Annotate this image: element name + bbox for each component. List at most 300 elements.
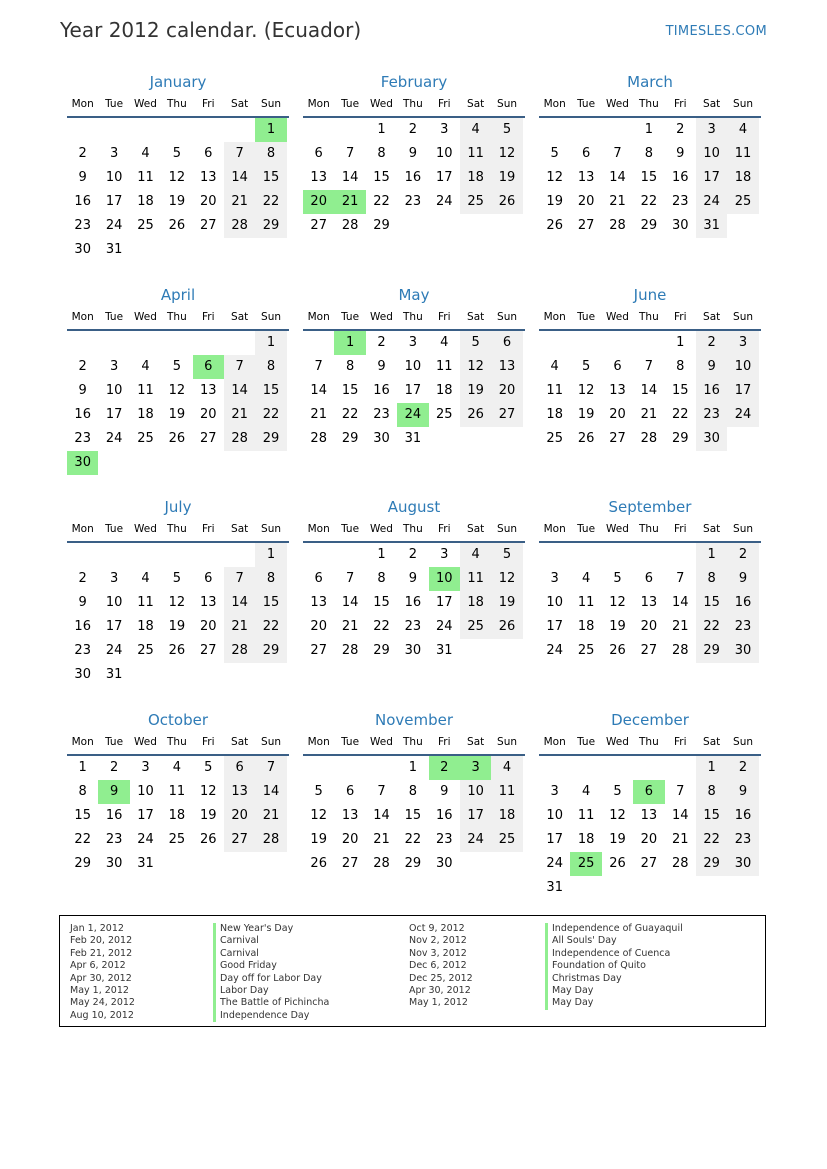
day: 11 (435, 359, 453, 374)
weekday-label: Thu (403, 98, 423, 110)
weekend-day: 9 (727, 567, 758, 591)
weekday-label: Fri (438, 311, 451, 323)
weekend-day: 24 (727, 403, 758, 427)
weekday-label: Fri (202, 98, 215, 110)
day: 7 (345, 146, 355, 161)
day: 30 (74, 667, 91, 682)
site-link[interactable]: TIMESLES.COM (665, 24, 767, 39)
holiday-day: 2 (429, 756, 460, 780)
day: 21 (640, 407, 658, 422)
empty-day (460, 852, 491, 876)
weekend-day: 8 (255, 355, 286, 379)
day: 3 (440, 547, 449, 562)
weekend-day: 28 (224, 214, 255, 238)
empty-day (334, 756, 365, 780)
holiday-day: 21 (334, 190, 365, 214)
weekend-day: 9 (727, 780, 758, 804)
month-name: August (387, 498, 441, 516)
holiday-day: 20 (303, 190, 334, 214)
weekend-day: 11 (460, 142, 491, 166)
weekend-day: 22 (255, 403, 286, 427)
empty-day (303, 756, 334, 780)
weekend-day: 8 (696, 780, 727, 804)
day: 5 (204, 760, 213, 775)
day: 10 (435, 146, 453, 161)
weekday-label: Sun (497, 98, 518, 110)
day: 17 (546, 832, 563, 847)
day: 12 (199, 784, 217, 799)
weekend-day: 4 (460, 118, 491, 142)
day: 28 (310, 431, 327, 446)
day: 11 (137, 383, 154, 398)
weekday-label: Fri (438, 98, 451, 110)
weekday-label: Sun (733, 311, 754, 323)
empty-day (665, 876, 696, 900)
weekday-label: Wed (134, 98, 157, 110)
empty-day (570, 543, 601, 567)
day: 28 (341, 643, 359, 658)
day: 16 (404, 170, 422, 185)
day: 16 (404, 595, 422, 610)
day: 6 (644, 571, 653, 586)
day: 31 (435, 643, 453, 658)
day: 25 (577, 643, 595, 658)
day: 26 (310, 856, 327, 871)
day: 22 (640, 194, 658, 209)
week-row (67, 238, 289, 262)
weekday-header (303, 731, 525, 756)
day: 15 (74, 808, 91, 823)
day: 28 (341, 218, 359, 233)
empty-day (460, 214, 491, 238)
weekday-label: Sat (467, 98, 485, 110)
day: 24 (137, 832, 154, 847)
weekend-day: 12 (460, 355, 491, 379)
day: 16 (105, 808, 123, 823)
empty-day (130, 663, 161, 687)
day: 20 (609, 407, 626, 422)
empty-day (224, 543, 255, 567)
day: 27 (199, 218, 217, 233)
day: 7 (676, 784, 685, 799)
day: 11 (577, 808, 595, 823)
month-name: July (164, 498, 192, 516)
day: 14 (671, 595, 689, 610)
week-row (67, 615, 289, 639)
day: 16 (435, 808, 453, 823)
month-may (303, 284, 525, 451)
weekday-label: Tue (105, 311, 124, 323)
week-row (539, 780, 761, 804)
day: 25 (168, 832, 186, 847)
weekend-day: 14 (224, 591, 255, 615)
weekday-label: Mon (307, 311, 330, 323)
week-row (303, 142, 525, 166)
week-row (539, 828, 761, 852)
day: 30 (105, 856, 123, 871)
day: 18 (168, 808, 186, 823)
weekday-label: Tue (577, 98, 596, 110)
weekend-day: 1 (255, 331, 286, 355)
weekday-label: Mon (71, 98, 94, 110)
day: 27 (640, 856, 658, 871)
empty-day (130, 118, 161, 142)
weekday-label: Tue (105, 523, 124, 535)
day: 21 (373, 832, 390, 847)
weekday-label: Wed (370, 98, 393, 110)
empty-day (727, 427, 758, 451)
day: 30 (671, 218, 689, 233)
day: 23 (404, 619, 422, 634)
day: 3 (440, 122, 449, 137)
day: 13 (640, 595, 658, 610)
weekday-header (303, 306, 525, 331)
week-row (303, 214, 525, 238)
day: 14 (310, 383, 327, 398)
weekend-day: 6 (224, 756, 255, 780)
weekday-label: Sat (703, 98, 721, 110)
day: 4 (440, 335, 449, 350)
weekend-day: 17 (460, 804, 491, 828)
day: 3 (550, 784, 559, 799)
day: 15 (341, 383, 359, 398)
weekday-label: Tue (341, 736, 360, 748)
weekday-label: Fri (202, 736, 215, 748)
day: 6 (314, 146, 323, 161)
day: 13 (199, 595, 217, 610)
empty-day (161, 238, 192, 262)
weekend-day: 4 (460, 543, 491, 567)
week-row (303, 427, 525, 451)
day: 3 (550, 571, 559, 586)
day: 25 (546, 431, 563, 446)
empty-day (397, 214, 428, 238)
empty-day (161, 852, 192, 876)
empty-day (193, 118, 224, 142)
week-row (539, 379, 761, 403)
weekday-label: Sun (261, 98, 282, 110)
week-row (539, 427, 761, 451)
week-row (303, 615, 525, 639)
day: 28 (671, 643, 689, 658)
weekday-header (303, 518, 525, 543)
day: 15 (373, 595, 390, 610)
weekend-day: 27 (224, 828, 255, 852)
empty-day (602, 756, 633, 780)
day: 17 (546, 619, 563, 634)
day: 18 (546, 407, 563, 422)
week-row (67, 331, 289, 355)
weekday-label: Thu (639, 736, 659, 748)
day: 21 (341, 619, 359, 634)
week-row (67, 118, 289, 142)
weekday-label: Sat (467, 523, 485, 535)
weekday-label: Sat (231, 736, 249, 748)
weekend-day: 19 (460, 379, 491, 403)
month-name: March (627, 73, 673, 91)
day: 27 (640, 643, 658, 658)
weekend-day: 29 (255, 427, 286, 451)
day: 24 (105, 218, 123, 233)
weekend-day: 19 (491, 591, 522, 615)
weekend-day: 18 (491, 804, 522, 828)
month-name: May (398, 286, 430, 304)
week-row (67, 756, 289, 780)
week-row (67, 828, 289, 852)
day: 19 (577, 407, 595, 422)
day: 26 (577, 431, 595, 446)
weekday-label: Sun (733, 736, 754, 748)
legend-date: Apr 30, 2012 (70, 972, 132, 984)
week-row (67, 214, 289, 238)
empty-day (334, 543, 365, 567)
legend-holiday-name: May Day (545, 997, 683, 1009)
day: 12 (168, 170, 186, 185)
weekend-day: 8 (255, 567, 286, 591)
empty-day (224, 118, 255, 142)
day: 2 (676, 122, 685, 137)
day: 12 (546, 170, 563, 185)
legend-holiday-name: Labor Day (213, 985, 329, 997)
day: 17 (105, 194, 123, 209)
weekday-label: Thu (167, 523, 187, 535)
weekend-day: 6 (491, 331, 522, 355)
empty-day (161, 118, 192, 142)
weekday-label: Tue (341, 311, 360, 323)
day: 1 (676, 335, 685, 350)
weekday-label: Thu (403, 523, 423, 535)
weekday-label: Tue (105, 736, 124, 748)
legend-date: Dec 6, 2012 (409, 960, 467, 972)
weekend-day: 28 (224, 427, 255, 451)
week-row (539, 142, 761, 166)
week-row (67, 166, 289, 190)
empty-day (491, 427, 522, 451)
empty-day (67, 118, 98, 142)
day: 24 (546, 856, 563, 871)
weekend-day: 2 (727, 543, 758, 567)
week-row (67, 190, 289, 214)
day: 27 (199, 643, 217, 658)
month-january (67, 71, 289, 262)
empty-day (224, 331, 255, 355)
day: 7 (314, 359, 323, 374)
week-row (67, 379, 289, 403)
day: 13 (199, 170, 217, 185)
weekend-day: 1 (255, 543, 286, 567)
month-june (539, 284, 761, 451)
weekday-label: Sat (467, 736, 485, 748)
holiday-day: 3 (460, 756, 491, 780)
day: 15 (373, 170, 390, 185)
day: 12 (609, 595, 626, 610)
legend-holiday-name: Independence of Guayaquil (545, 923, 683, 935)
legend-holiday-name: Good Friday (213, 960, 329, 972)
day: 2 (377, 335, 386, 350)
day: 20 (199, 619, 217, 634)
week-row (539, 118, 761, 142)
empty-day (539, 756, 570, 780)
month-february (303, 71, 525, 238)
day: 4 (581, 784, 591, 799)
weekend-day: 2 (727, 756, 758, 780)
weekend-day: 10 (460, 780, 491, 804)
day: 26 (168, 643, 186, 658)
day: 4 (581, 571, 591, 586)
legend-holiday-name: The Battle of Pichincha (213, 997, 329, 1009)
day: 12 (168, 383, 186, 398)
day: 16 (671, 170, 689, 185)
day: 24 (435, 619, 453, 634)
week-row (303, 355, 525, 379)
day: 27 (199, 431, 217, 446)
day: 29 (74, 856, 91, 871)
empty-day (193, 543, 224, 567)
day: 28 (609, 218, 626, 233)
week-row (539, 543, 761, 567)
day: 13 (199, 383, 217, 398)
weekend-day: 5 (460, 331, 491, 355)
month-name: October (147, 711, 209, 729)
week-row (303, 852, 525, 876)
holiday-day: 10 (429, 567, 460, 591)
day: 7 (676, 571, 685, 586)
day: 29 (404, 856, 422, 871)
weekend-day: 14 (255, 780, 286, 804)
week-row (303, 166, 525, 190)
day: 7 (377, 784, 386, 799)
day: 23 (435, 832, 453, 847)
month-august (303, 496, 525, 663)
weekend-day: 2 (696, 331, 727, 355)
weekday-label: Thu (639, 311, 659, 323)
day: 30 (404, 643, 422, 658)
day: 10 (404, 359, 422, 374)
weekend-day: 30 (727, 639, 758, 663)
weekday-label: Mon (307, 736, 330, 748)
day: 22 (373, 194, 390, 209)
weekday-label: Mon (543, 98, 566, 110)
day: 23 (74, 431, 91, 446)
day: 24 (435, 194, 453, 209)
month-name: December (611, 711, 689, 729)
empty-day (602, 118, 633, 142)
day: 27 (341, 856, 359, 871)
weekend-day: 22 (696, 615, 727, 639)
day: 13 (577, 170, 595, 185)
weekend-day: 26 (491, 615, 522, 639)
empty-day (255, 238, 286, 262)
day: 8 (377, 571, 386, 586)
weekday-label: Thu (167, 736, 187, 748)
weekend-day: 11 (460, 567, 491, 591)
week-row (539, 355, 761, 379)
empty-day (161, 663, 192, 687)
day: 7 (345, 571, 355, 586)
weekend-day: 15 (255, 166, 286, 190)
day: 14 (341, 170, 359, 185)
empty-day (539, 118, 570, 142)
day: 26 (199, 832, 217, 847)
week-row (67, 804, 289, 828)
weekday-label: Wed (606, 311, 629, 323)
empty-day (224, 852, 255, 876)
day: 15 (671, 383, 689, 398)
day: 4 (141, 359, 150, 374)
day: 18 (577, 619, 595, 634)
day: 23 (74, 643, 91, 658)
weekend-day: 22 (696, 828, 727, 852)
weekend-day: 29 (696, 639, 727, 663)
weekday-header (539, 518, 761, 543)
week-row (67, 852, 289, 876)
empty-day (193, 451, 224, 475)
week-row (67, 780, 289, 804)
day: 7 (613, 146, 622, 161)
weekend-day: 5 (491, 543, 522, 567)
week-row (539, 166, 761, 190)
day: 4 (141, 571, 150, 586)
legend-date: Aug 10, 2012 (70, 1009, 134, 1021)
empty-day (633, 543, 664, 567)
day: 20 (199, 194, 217, 209)
day: 31 (105, 242, 123, 257)
day: 20 (310, 619, 327, 634)
legend-date: May 24, 2012 (70, 997, 135, 1009)
weekday-header (67, 518, 289, 543)
month-name: November (374, 711, 454, 729)
day: 8 (408, 784, 417, 799)
weekend-day: 29 (255, 639, 286, 663)
week-row (303, 190, 525, 214)
weekend-day: 21 (224, 403, 255, 427)
weekday-label: Sat (703, 736, 721, 748)
weekend-day: 17 (696, 166, 727, 190)
empty-day (193, 238, 224, 262)
day: 4 (141, 146, 150, 161)
day: 15 (640, 170, 658, 185)
empty-day (130, 451, 161, 475)
day: 3 (109, 146, 119, 161)
weekday-label: Sun (497, 523, 518, 535)
day: 2 (78, 571, 87, 586)
empty-day (665, 756, 696, 780)
weekend-day: 15 (696, 804, 727, 828)
day: 28 (640, 431, 658, 446)
week-row (303, 567, 525, 591)
day: 9 (440, 784, 449, 799)
weekday-label: Fri (438, 736, 451, 748)
holiday-day: 24 (397, 403, 428, 427)
day: 11 (137, 170, 154, 185)
week-row (539, 876, 761, 900)
day: 25 (137, 431, 154, 446)
day: 19 (168, 407, 186, 422)
day: 17 (435, 595, 453, 610)
empty-day (570, 756, 601, 780)
weekend-day: 26 (460, 403, 491, 427)
weekend-day: 1 (696, 756, 727, 780)
empty-day (602, 543, 633, 567)
legend-date: Nov 2, 2012 (409, 935, 467, 947)
day: 9 (408, 571, 417, 586)
day: 21 (671, 619, 689, 634)
legend-holiday-name: New Year's Day (213, 923, 329, 935)
day: 25 (435, 407, 453, 422)
weekday-label: Mon (71, 736, 94, 748)
day: 10 (137, 784, 154, 799)
weekday-label: Tue (341, 98, 360, 110)
